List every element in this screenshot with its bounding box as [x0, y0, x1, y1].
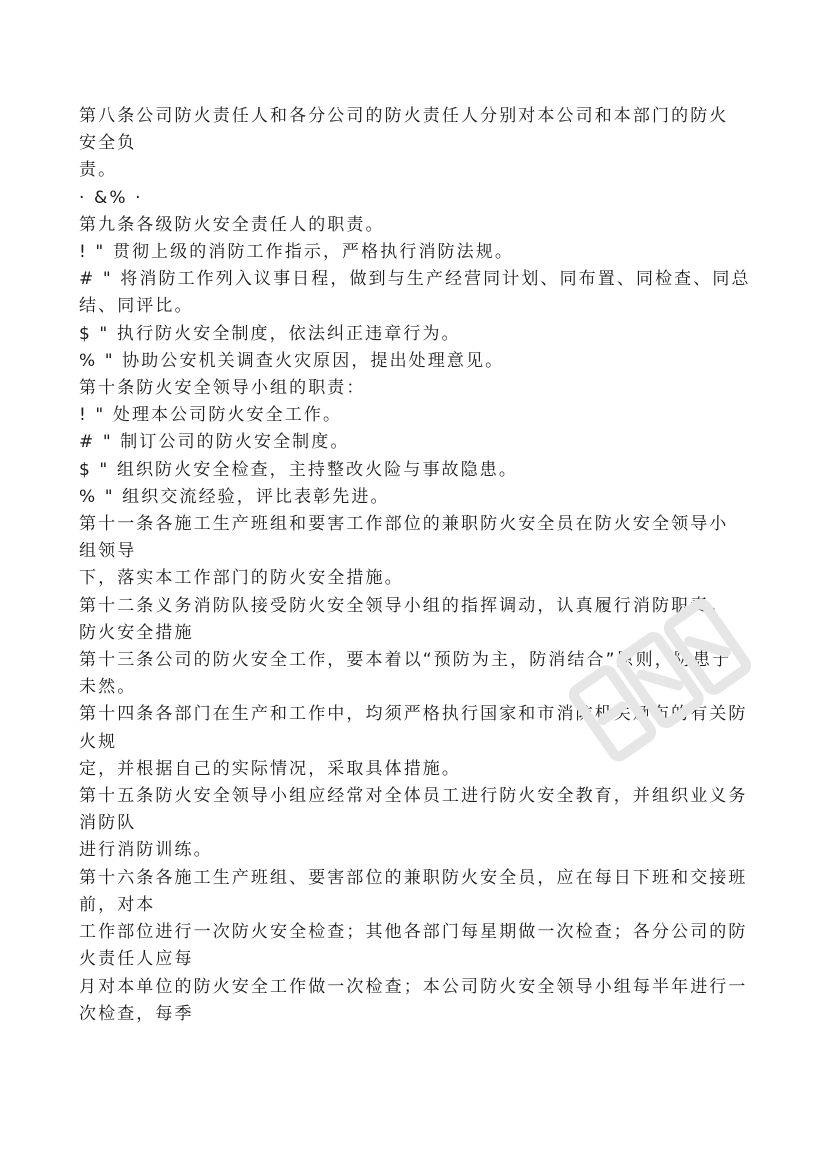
text-line: 定，并根据自己的实际情况，采取具体措施。 — [79, 758, 461, 779]
document-body — [79, 103, 759, 1028]
text-line: 消防队 — [79, 813, 137, 834]
text-line: 第十一条各施工生产班组和要害工作部位的兼职防火安全员在防火安全领导小 — [79, 514, 729, 535]
text-line: ! " 处理本公司防火安全工作。 — [79, 405, 343, 426]
text-line: # " 将消防工作列入议事日程，做到与生产经营同计划、同布置、同检查、同总 — [79, 269, 751, 290]
text-line: 第十二条义务消防队接受防火安全领导小组的指挥调动，认真履行消防职责。 — [79, 595, 729, 616]
text-line: 安全负 — [79, 133, 137, 154]
text-line: 责。 — [79, 160, 118, 181]
text-line: $ " 执行防火安全制度，依法纠正违章行为。 — [79, 323, 461, 344]
text-line: ! " 贯彻上级的消防工作指示，严格执行消防法规。 — [79, 242, 514, 263]
text-line: 第九条各级防火安全责任人的职责。 — [79, 214, 385, 235]
text-line: 火责任人应每 — [79, 949, 194, 970]
text-line: 工作部位进行一次防火安全检查；其他各部门每星期做一次检查；各分公司的防 — [79, 922, 748, 943]
text-line: 进行消防训练。 — [79, 840, 213, 861]
text-line: 下，落实本工作部门的防火安全措施。 — [79, 568, 404, 589]
text-line: 第八条公司防火责任人和各分公司的防火责任人分别对本公司和本部门的防火 — [79, 106, 729, 126]
text-line: 火规 — [79, 731, 118, 752]
text-line: 第十三条公司的防火安全工作，要本着以“预防为主，防消结合”原则，防患于 — [79, 650, 732, 671]
text-line: 月对本单位的防火安全工作做一次检查；本公司防火安全领导小组每半年进行一 — [79, 976, 748, 997]
text-line: 第十四条各部门在生产和工作中，均须严格执行国家和市消防机关颁布的有关防 — [79, 704, 748, 725]
text-line: 次检查，每季 — [79, 1003, 194, 1024]
text-line: 第十五条防火安全领导小组应经常对全体员工进行防火安全教育，并组织业义务 — [79, 786, 748, 807]
section-heading: 防火安全措施 — [79, 622, 194, 643]
page-number-marker: · &% · — [79, 187, 143, 208]
text-line: 第十六条各施工生产班组、要害部位的兼职防火安全员，应在每日下班和交接班 — [79, 867, 748, 888]
text-line: % " 协助公安机关调查火灾原因，提出处理意见。 — [79, 350, 505, 371]
text-line: 组领导 — [79, 541, 137, 562]
text-line: 未然。 — [79, 677, 137, 698]
text-line: 前，对本 — [79, 894, 156, 915]
text-line: # " 制订公司的防火安全制度。 — [79, 432, 350, 453]
text-line: 结、同评比。 — [79, 296, 194, 317]
text-line: 第十条防火安全领导小组的职责： — [79, 378, 366, 399]
text-line: % " 组织交流经验，评比表彰先进。 — [79, 486, 390, 507]
text-line: $ " 组织防火安全检查，主持整改火险与事故隐患。 — [79, 459, 518, 480]
